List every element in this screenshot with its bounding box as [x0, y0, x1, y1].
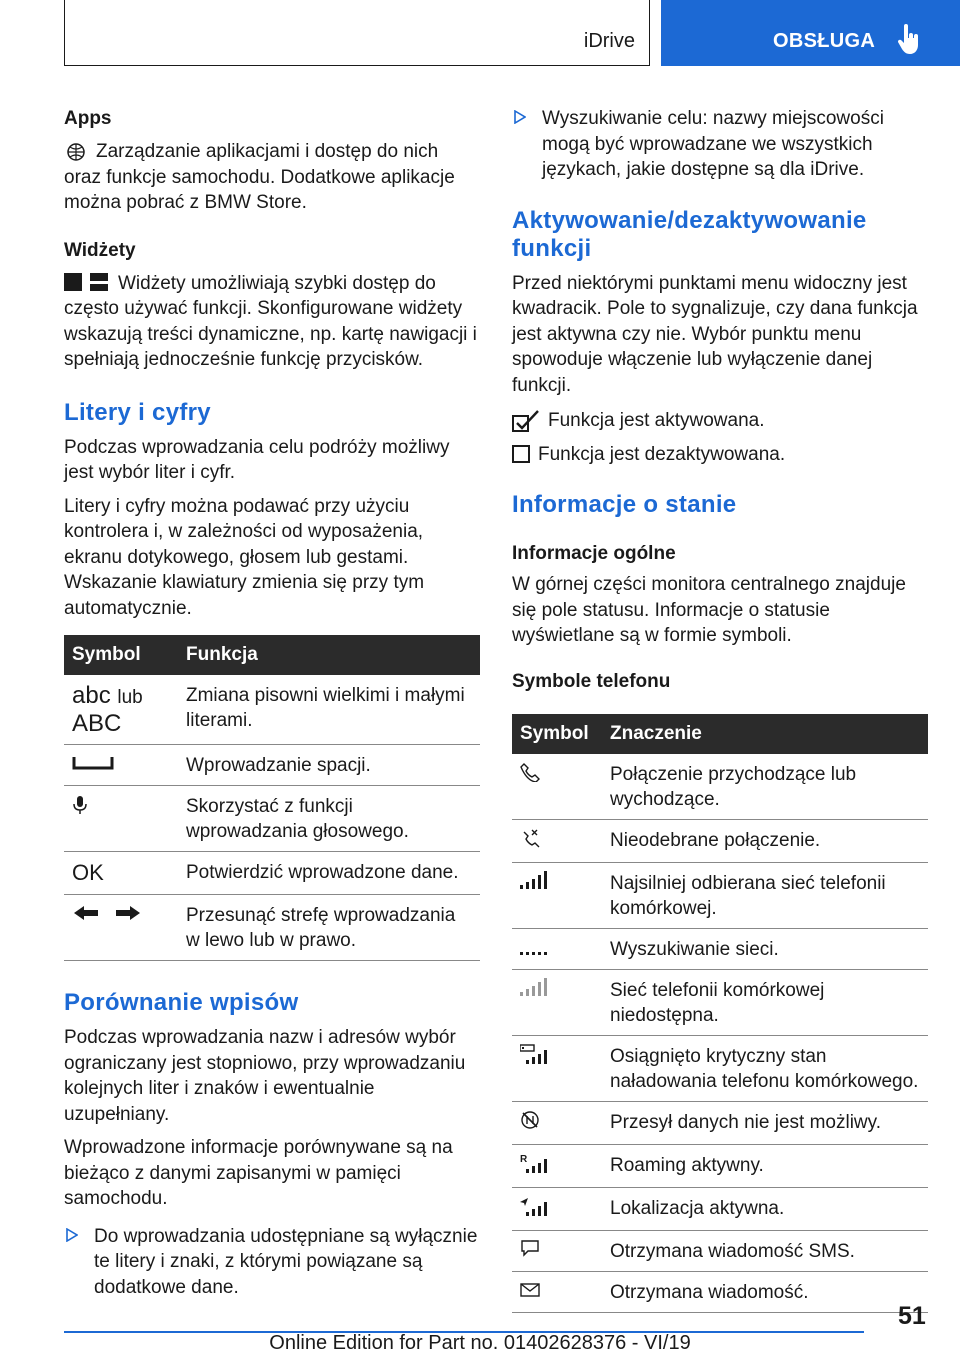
table-row — [512, 1144, 928, 1187]
table-row — [512, 754, 928, 820]
list-item: Połączenie przychodzące lub wychodzące. — [602, 754, 928, 820]
list-item: Najsilniej odbierana sieć telefonii komórkowej. — [602, 862, 928, 928]
table-row — [512, 1187, 928, 1230]
symbols-col-function: Funkcja — [178, 635, 480, 675]
list-item: Potwierdzić wprowadzone dane. — [178, 852, 480, 895]
list-item: Wprowadzanie spacji. — [178, 745, 480, 786]
activation-active: Funkcja jest aktywowana. — [512, 408, 928, 434]
space-bar-icon — [72, 753, 114, 771]
list-item: Otrzymana wiadomość SMS. — [602, 1230, 928, 1271]
search-bullet: Wyszukiwanie celu: nazwy miejscowości mogą być wprowadzane we wszystkich językach, jakie dostępne są dla iDrive. — [512, 106, 928, 183]
table-row — [512, 1230, 928, 1271]
symbols-table — [64, 635, 480, 961]
compare-p2: Wprowadzone informacje porównywane są na bieżąco z danymi zapisanymi w pamięci samochodu. — [64, 1137, 453, 1209]
compare-heading: Porównanie wpisów — [64, 989, 299, 1016]
table-row — [512, 928, 928, 969]
list-item: Zmiana pisowni wielkimi i małymi literami. — [178, 675, 480, 745]
ok-symbol: OK — [72, 860, 104, 885]
svg-text:R: R — [520, 1153, 528, 1165]
checkbox-empty-icon — [512, 445, 530, 463]
compare-p1: Podczas wprowadzania nazw i adresów wybór ograniczany jest stopniowo, przy wprowadzaniu kolejnych liter i znaków i ewentualnie uzupełniany. — [64, 1027, 466, 1125]
letters-p1: Podczas wprowadzania celu podróży możliwy jest wybór liter i cyfr. — [64, 436, 450, 483]
table-row — [64, 786, 480, 852]
activation-text: Przed niektórymi punktami menu widoczny jest kwadracik. Pole to sygnalizuje, czy dana funkcja jest aktywna czy nie. Wybór punktu menu spowoduje włączenie lub wyłączenie danej funkcji. — [512, 272, 918, 396]
table-row — [64, 745, 480, 786]
signal-unavailable-icon — [520, 978, 548, 996]
table-row — [64, 852, 480, 895]
list-item: Nieodebrane połączenie. — [602, 819, 928, 862]
sms-icon — [520, 1239, 540, 1257]
apps-grid-icon — [64, 142, 88, 162]
widgets-title: Widżety — [64, 239, 136, 261]
table-row — [64, 895, 480, 961]
list-item: Przesył danych nie jest możliwy. — [602, 1101, 928, 1144]
envelope-icon — [520, 1282, 540, 1298]
header-chapter-tab — [661, 0, 960, 66]
list-item: Otrzymana wiadomość. — [602, 1271, 928, 1312]
table-row — [512, 819, 928, 862]
network-search-icon — [520, 937, 548, 955]
status-heading: Informacje o stanie — [512, 491, 737, 518]
location-icon — [520, 1196, 548, 1216]
table-row — [64, 675, 480, 745]
status-sub: Informacje ogólne — [512, 543, 676, 564]
phone-col-meaning: Znaczenie — [602, 714, 928, 754]
table-row — [512, 1035, 928, 1101]
list-item: Sieć telefonii komórkowej niedostępna. — [602, 969, 928, 1035]
widgets-text: Widżety umożliwiają szybki dostęp do często używać funkcji. Skonfigurowane widżety wskazują treści dynamiczne, np. kartę nawigacji i spełniają jednocześnie funkcję przycisków. — [64, 272, 477, 370]
triangle-bullet-icon — [514, 110, 526, 124]
list-item: Osiągnięto krytyczny stan naładowania telefonu komórkowego. — [602, 1035, 928, 1101]
left-column — [64, 96, 480, 1300]
table-row — [512, 1271, 928, 1312]
apps-title: Apps — [64, 108, 112, 129]
header-section-box — [64, 0, 650, 66]
phone-handset-icon — [520, 762, 540, 782]
apps-text: Zarządzanie aplikacjami i dostęp do nich oraz funkcje samochodu. Dodatkowe aplikacje można pobrać z BMW Store. — [64, 141, 455, 213]
phone-symbols-table — [512, 714, 928, 1313]
list-item: Wyszukiwanie sieci. — [602, 928, 928, 969]
pointing-hand-icon — [898, 24, 920, 56]
checkbox-checked-icon — [512, 410, 540, 432]
letters-heading: Litery i cyfry — [64, 398, 211, 426]
microphone-icon — [72, 794, 88, 816]
uppercase-symbol: ABC — [72, 710, 122, 737]
roaming-icon — [520, 1153, 548, 1173]
battery-critical-icon — [520, 1044, 548, 1064]
signal-full-icon — [520, 871, 548, 889]
status-text: W górnej części monitora centralnego znajduje się pole statusu. Informacje o statusie wyświetlane są w formie symboli. — [512, 574, 906, 646]
missed-call-icon — [520, 828, 540, 848]
list-item: Lokalizacja aktywna. — [602, 1187, 928, 1230]
list-item: Przesunąć strefę wprowadzania w lewo lub w prawo. — [178, 895, 480, 961]
header-chapter-label: OBSŁUGA — [773, 30, 876, 52]
list-item: Skorzystać z funkcji wprowadzania głosowego. — [178, 786, 480, 852]
widget-tiles-icon — [64, 273, 110, 293]
table-row — [512, 862, 928, 928]
activation-inactive: Funkcja jest dezaktywowana. — [512, 442, 928, 468]
or-label: lub — [117, 687, 143, 708]
lowercase-symbol: abc — [72, 682, 111, 709]
triangle-bullet-icon — [66, 1228, 78, 1242]
page-number: 51 — [898, 1302, 926, 1330]
symbols-col-symbol: Symbol — [64, 635, 178, 675]
left-right-arrows-icon — [72, 903, 142, 923]
header-section-label: iDrive — [583, 30, 635, 52]
compare-bullet: Do wprowadzania udostępniane są wyłącznie te litery i znaki, z którymi powiązane są dodatkowe dane. — [64, 1224, 480, 1301]
phone-col-symbol: Symbol — [512, 714, 602, 754]
footer-edition: Online Edition for Part no. 01402628376 - VI/19 — [269, 1332, 691, 1354]
table-row — [512, 969, 928, 1035]
list-item: Roaming aktywny. — [602, 1144, 928, 1187]
phone-symbols-title: Symbole telefonu — [512, 670, 671, 692]
no-data-icon — [520, 1110, 540, 1130]
activation-heading: Aktywowanie/dezaktywowanie funkcji — [512, 206, 867, 262]
table-row — [512, 1101, 928, 1144]
letters-p2: Litery i cyfry można podawać przy użyciu kontrolera i, w zależności od wyposażenia, ekranu dotykowego, głosem lub gestami. Wskazanie klawiatury zmienia się przy tym automatycznie. — [64, 495, 425, 619]
right-column — [512, 96, 928, 1313]
